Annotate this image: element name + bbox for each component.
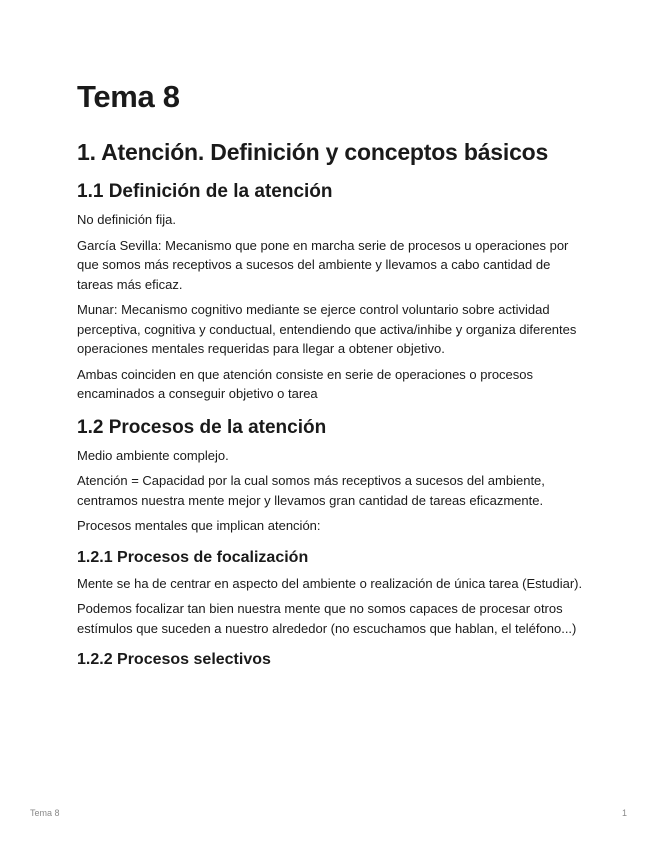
paragraph: Medio ambiente complejo.: [77, 447, 229, 463]
document-title: Tema 8: [77, 79, 180, 114]
document-page: [77, 78, 587, 676]
paragraph: Mente se ha de centrar en aspecto del ambiente o realización de única tarea (Estudiar).: [77, 575, 583, 591]
paragraph: No definición fija.: [77, 212, 176, 227]
section-heading: 1. Atención. Definición y conceptos básicos: [77, 139, 549, 165]
footer-document-title: Tema 8: [30, 808, 60, 818]
subsection-heading: 1.2 Procesos de la atención: [77, 416, 327, 438]
subsection-heading: 1.1 Definición de la atención: [77, 181, 333, 202]
paragraph: García Sevilla: Mecanismo que pone en marcha serie de procesos u operaciones por que somos más receptivos a sucesos del ambiente y llevamos a cabo cantidad de tareas más eficaz.: [77, 237, 569, 292]
paragraph: Procesos mentales que implican atención:: [77, 518, 321, 533]
paragraph: Podemos focalizar tan bien nuestra mente que no somos capaces de procesar otros estímulos que suceden a nuestro alrededor (no escuchamos que hablan, el teléfono...): [77, 601, 577, 636]
paragraph: Atención = Capacidad por la cual somos más receptivos a sucesos del ambiente, centramos nuestra mente mejor y llevamos gran cantidad de tareas eficazmente.: [77, 473, 545, 508]
paragraph: Ambas coinciden en que atención consiste en serie de operaciones o procesos encaminados a conseguir objetivo o tarea: [77, 366, 534, 401]
subsubsection-heading: 1.2.2 Procesos selectivos: [77, 651, 271, 668]
footer-page-number: 1: [621, 808, 627, 818]
paragraph: Munar: Mecanismo cognitivo mediante se ejerce control voluntario sobre actividad perceptiva, cognitiva y conductual, entendiendo que activa/inhibe y organiza diferentes operaciones mentales requeridas para llegar a obtener objetivo.: [77, 302, 577, 356]
subsubsection-heading: 1.2.1 Procesos de focalización: [77, 548, 309, 566]
